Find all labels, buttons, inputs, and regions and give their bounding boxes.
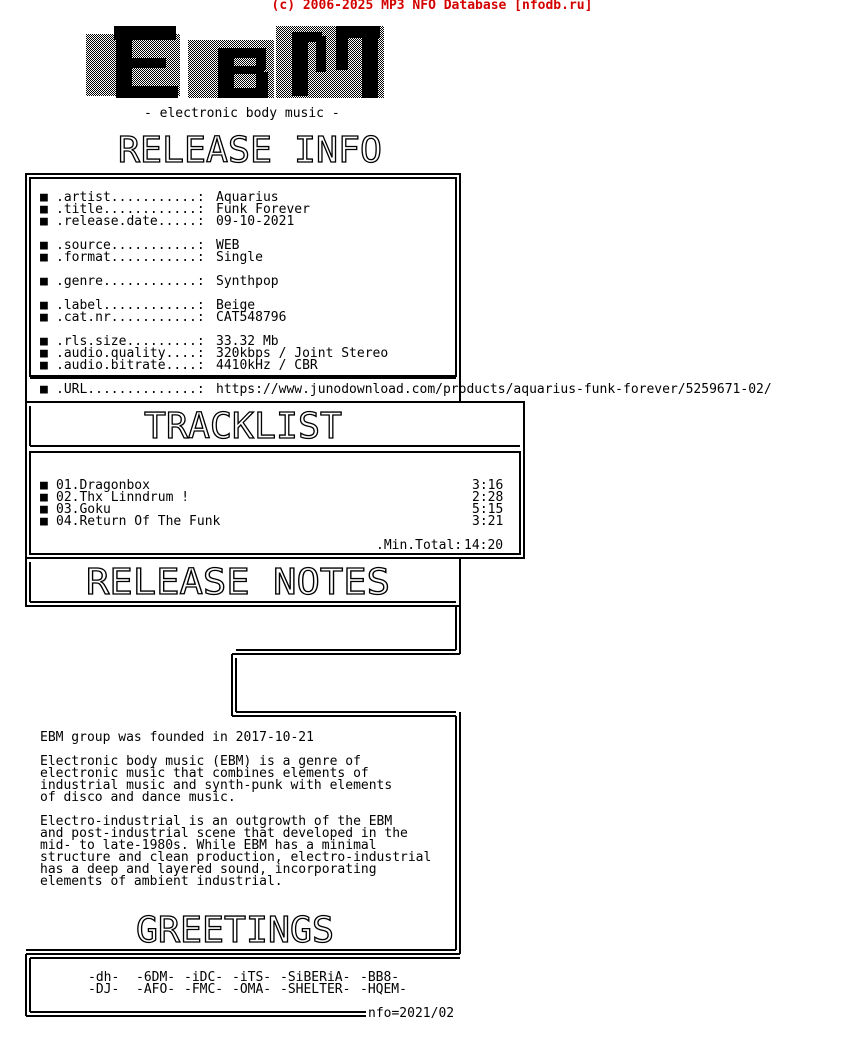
greet: -OMA- (232, 982, 272, 997)
label-cat-nr: .cat.nr...........: (56, 310, 205, 325)
greet: -SiBERiA- (280, 970, 351, 985)
svg-text:RELEASE INFO: RELEASE INFO (118, 132, 382, 168)
bullet: ■ (40, 202, 48, 217)
min-total-label: .Min.Total: (376, 538, 463, 553)
bullet: ■ (40, 214, 48, 229)
notes-line: industrial music and synth-punk with elements (40, 778, 393, 793)
bullet: ■ (40, 382, 48, 397)
label-rls-size: .rls.size.........: (56, 334, 205, 349)
track-name: 04.Return Of The Funk (56, 514, 221, 529)
greet: -6DM- (136, 970, 176, 985)
track-time: 3:21 (472, 514, 504, 529)
value-audio-quality: 320kbps / Joint Stereo (216, 346, 389, 361)
greet: -AFO- (136, 982, 176, 997)
notes-line: and post-industrial scene that developed in the (40, 826, 408, 841)
label-audio-bitrate: .audio.bitrate....: (56, 358, 205, 373)
notes-line: has a deep and layered sound, incorporating (40, 862, 377, 877)
label-source: .source...........: (56, 238, 205, 253)
value-genre: Synthpop (216, 274, 279, 289)
label-format: .format...........: (56, 250, 205, 265)
value-rls-size: 33.32 Mb (216, 334, 279, 349)
nfo-footer: nfo=2021/02 (368, 1006, 455, 1021)
value-title: Funk Forever (216, 202, 310, 217)
greet: -FMC- (184, 982, 224, 997)
bullet: ■ (40, 274, 48, 289)
track-time: 5:15 (472, 502, 504, 517)
greet: -DJ- (88, 982, 120, 997)
bullet: ■ (40, 310, 48, 325)
nfodb-credit: (c) 2006-2025 MP3 NFO Database [nfodb.ru] (271, 0, 593, 13)
bullet: ■ (40, 334, 48, 349)
header-release-info (118, 132, 388, 168)
bullet: ■ (40, 346, 48, 361)
label-label: .label............: (56, 298, 205, 313)
svg-text:GREETINGS: GREETINGS (136, 912, 334, 948)
value-cat-nr: CAT548796 (216, 310, 287, 325)
bullet: ■ (40, 514, 48, 529)
notes-line: structure and clean production, electro-industrial (40, 850, 432, 865)
label-genre: .genre............: (56, 274, 205, 289)
label-release-date: .release.date.....: (56, 214, 205, 229)
greet: -iTS- (232, 970, 272, 985)
svg-text:TRACKLIST: TRACKLIST (144, 408, 342, 444)
track-time: 3:16 (472, 478, 504, 493)
label-url: .URL..............: (56, 382, 205, 397)
notes-line: of disco and dance music. (40, 790, 236, 805)
header-release-notes (86, 564, 396, 600)
header-greetings (136, 912, 338, 948)
bullet: ■ (40, 358, 48, 373)
notes-line: elements of ambient industrial. (40, 874, 283, 889)
label-audio-quality: .audio.quality....: (56, 346, 205, 361)
bullet: ■ (40, 478, 48, 493)
header-tracklist (144, 408, 344, 444)
track-time: 2:28 (472, 490, 504, 505)
greet: -BB8- (360, 970, 400, 985)
url-link[interactable]: https://www.junodownload.com/products/aquarius-funk-forever/5259671-02/ (216, 382, 772, 397)
bullet: ■ (40, 502, 48, 517)
value-source: WEB (216, 238, 240, 253)
track-name: 01.Dragonbox (56, 478, 150, 493)
bullet: ■ (40, 190, 48, 205)
bullet: ■ (40, 250, 48, 265)
notes-line: Electro-industrial is an outgrowth of the EBM (40, 814, 393, 829)
track-name: 03.Goku (56, 502, 111, 517)
bullet: ■ (40, 490, 48, 505)
greet: -dh- (88, 970, 120, 985)
value-label: Beige (216, 298, 256, 313)
value-audio-bitrate: 4410kHz / CBR (216, 358, 318, 373)
bullet: ■ (40, 298, 48, 313)
value-artist: Aquarius (216, 190, 279, 205)
track-name: 02.Thx Linndrum ! (56, 490, 190, 505)
value-release-date: 09-10-2021 (216, 214, 295, 229)
greet: -SHELTER- (280, 982, 351, 997)
tagline: - electronic body music - (144, 106, 340, 121)
notes-line: mid- to late-1980s. While EBM has a minimal (40, 838, 377, 853)
greet: -iDC- (184, 970, 224, 985)
greet: -HQEM- (360, 982, 407, 997)
label-title: .title............: (56, 202, 205, 217)
bullet: ■ (40, 238, 48, 253)
value-format: Single (216, 250, 263, 265)
notes-line: electronic music that combines elements of (40, 766, 369, 781)
min-total-value: 14:20 (464, 538, 504, 553)
label-artist: .artist...........: (56, 190, 205, 205)
svg-text:RELEASE NOTES: RELEASE NOTES (86, 564, 390, 600)
founded-line: EBM group was founded in 2017-10-21 (40, 730, 314, 745)
notes-line: Electronic body music (EBM) is a genre of (40, 754, 361, 769)
